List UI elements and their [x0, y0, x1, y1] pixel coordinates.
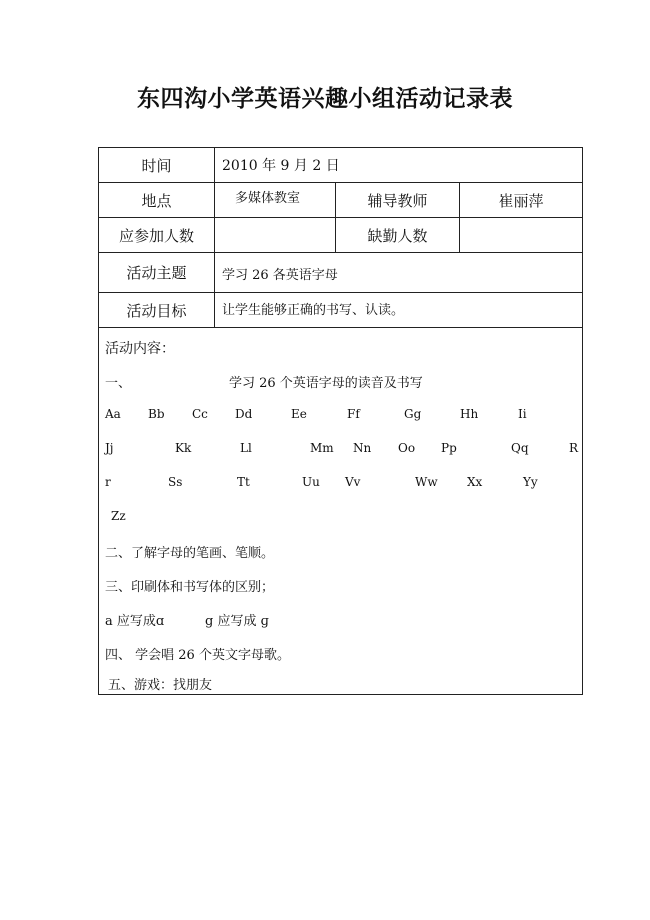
letter-pair: Ll: [240, 441, 252, 455]
letter-pair: Ss: [168, 475, 183, 489]
letter-pair: Ww: [415, 475, 438, 489]
row-theme: [99, 253, 583, 293]
letter-pair: Kk: [175, 441, 192, 455]
time-label: 时间: [99, 148, 215, 183]
teacher-label: 辅导教师: [336, 183, 460, 218]
place-value-text: 多媒体教室: [235, 191, 301, 206]
item4: 四、 学会唱 26 个英文字母歌。: [105, 648, 290, 663]
time-value: 2010 年 9 月 2 日: [215, 148, 583, 183]
row-place: [99, 183, 583, 218]
expected-label: 应参加人数: [99, 218, 215, 253]
letter-pair: Mm: [310, 441, 334, 455]
letter-pair: Jj: [105, 441, 114, 455]
record-table: [98, 147, 583, 695]
note-g: g 应写成 ɡ: [205, 614, 269, 629]
item5: 五、游戏：找朋友: [108, 678, 213, 693]
letter-pair: Ff: [347, 407, 360, 421]
absent-label: 缺勤人数: [336, 218, 460, 253]
letter-pair: Tt: [237, 475, 250, 489]
letter-pair: Oo: [398, 441, 416, 455]
letter-pair: Cc: [192, 407, 208, 421]
letter-pair: Vv: [345, 475, 361, 489]
note-a: a 应写成ɑ: [105, 614, 165, 629]
place-value: [215, 183, 336, 218]
letter-pair: Xx: [467, 475, 483, 489]
letter-pair: Pp: [441, 441, 457, 455]
teacher-value: 崔丽萍: [460, 183, 583, 218]
letter-pair: Hh: [460, 407, 479, 421]
letter-pair: Ii: [518, 407, 527, 421]
letter-pair: Qq: [511, 441, 529, 455]
page-title: 东四沟小学英语兴趣小组活动记录表: [137, 86, 513, 112]
letter-pair: Bb: [148, 407, 165, 421]
letter-pair: Gg: [404, 407, 422, 421]
expected-value: [215, 218, 336, 253]
goal-value-text: 让学生能够正确的书写、认读。: [222, 303, 405, 318]
letter-pair: Dd: [235, 407, 253, 421]
content-heading: 活动内容：: [105, 341, 175, 357]
row-attendance: [99, 218, 583, 253]
theme-value-text: 学习 26 各英语字母: [222, 268, 338, 283]
letter-pair: Uu: [302, 475, 320, 489]
item2: 二、了解字母的笔画、笔顺。: [105, 546, 275, 561]
item3: 三、印刷体和书写体的区别；: [105, 580, 275, 595]
theme-label: 活动主题: [99, 253, 215, 293]
letter-pair: Yy: [523, 475, 538, 489]
letter-pair: Nn: [353, 441, 372, 455]
theme-value: [215, 253, 583, 293]
place-label: 地点: [99, 183, 215, 218]
letter-pair: Zz: [111, 509, 126, 523]
activity-content: [99, 328, 583, 695]
letter-pair: R: [569, 441, 579, 455]
row-goal: [99, 293, 583, 328]
absent-value: [460, 218, 583, 253]
goal-label: 活动目标: [99, 293, 215, 328]
letter-pair: Ee: [291, 407, 307, 421]
letter-pair: r: [105, 475, 111, 489]
row-time: [99, 148, 583, 183]
item1-text: 学习 26 个英语字母的读音及书写: [229, 376, 423, 391]
goal-value: [215, 293, 583, 328]
row-content: [99, 328, 583, 695]
letter-pair: Aa: [105, 407, 121, 421]
item1-number: 一、: [105, 376, 132, 391]
